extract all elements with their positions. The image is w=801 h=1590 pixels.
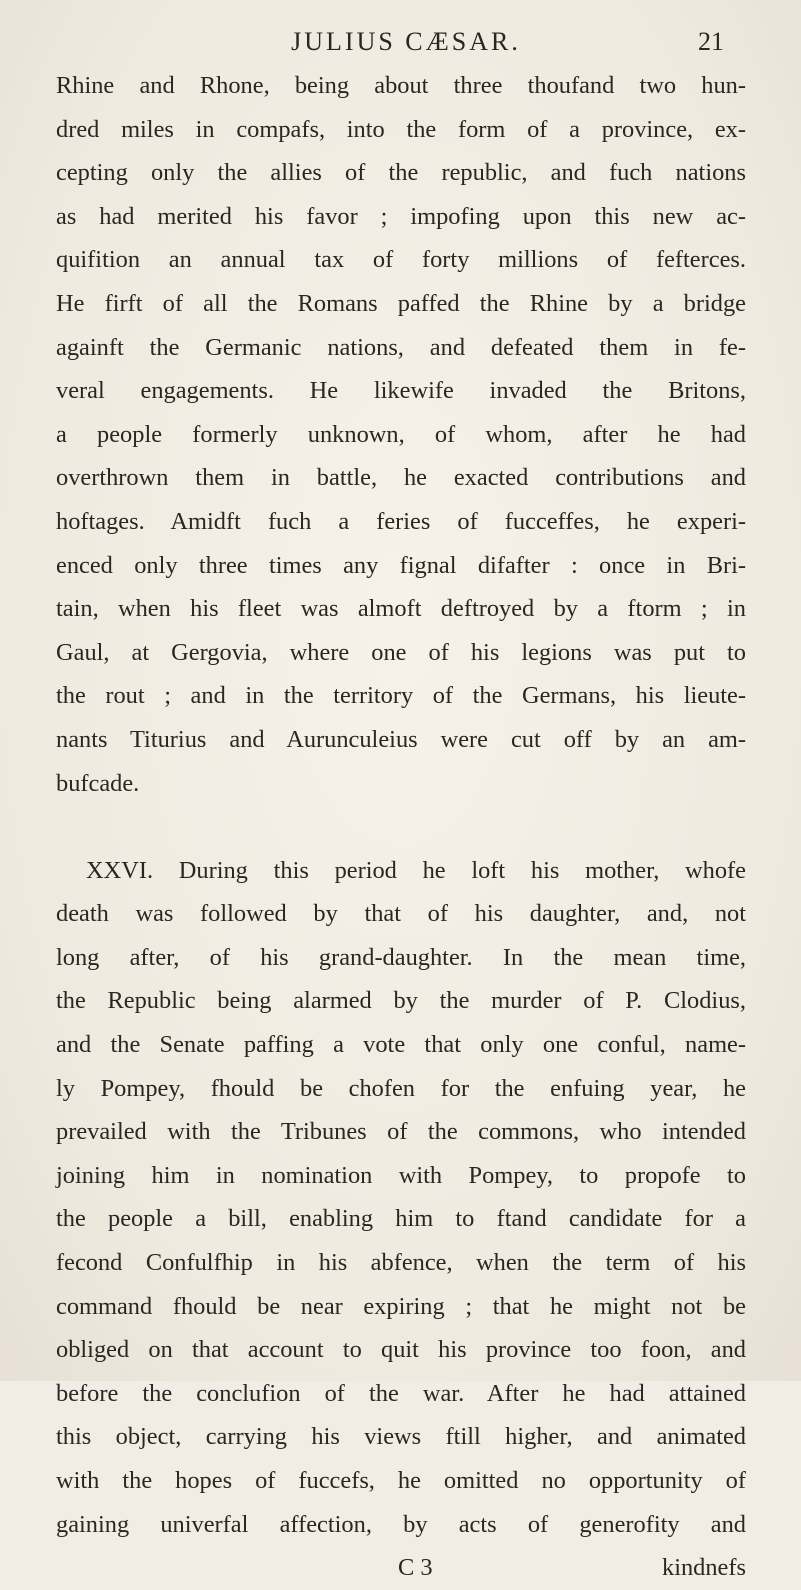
text-line: this object, carrying his views ftill higher, and animated [56, 1423, 746, 1451]
text-line: prevailed with the Tribunes of the commons, who intended [56, 1118, 746, 1146]
text-line: nants Titurius and Aurunculeius were cut off by an am- [56, 725, 746, 753]
page-number: 21 [698, 27, 724, 56]
text-line: He firft of all the Romans paffed the Rhine by a bridge [56, 289, 746, 317]
signature-mark: C 3 [398, 1554, 433, 1582]
paragraph-2 [56, 849, 746, 1547]
text-line: XXVI. During this period he loft his mother, whofe [86, 856, 746, 884]
text-line: the people a bill, enabling him to ftand candidate for a [56, 1205, 746, 1233]
text-line: a people formerly unknown, of whom, after he had [56, 420, 746, 448]
text-line: the Republic being alarmed by the murder of P. Clodius, [56, 987, 746, 1015]
text-line: with the hopes of fuccefs, he omitted no opportunity of [56, 1467, 746, 1494]
catchline [56, 1546, 746, 1590]
text-line: as had merited his favor ; impofing upon this new ac- [56, 202, 746, 230]
text-line: Rhine and Rhone, being about three thoufand two hun- [56, 72, 746, 99]
text-line: fecond Confulfhip in his abfence, when the term of his [56, 1249, 746, 1277]
body-text [56, 64, 746, 1590]
running-head [0, 22, 801, 62]
text-line: ly Pompey, fhould be chofen for the enfuing year, he [56, 1074, 746, 1102]
text-line: enced only three times any fignal difafter : once in Bri- [56, 551, 746, 579]
text-line: tain, when his fleet was almoft deftroyed by a ftorm ; in [56, 595, 746, 623]
text-line: long after, of his grand-daughter. In the mean time, [56, 943, 746, 971]
text-line: before the conclufion of the war. After he had attained [56, 1379, 746, 1407]
text-line: death was followed by that of his daughter, and, not [56, 900, 746, 928]
text-line: againft the Germanic nations, and defeated them in fe- [56, 333, 746, 361]
text-line: quifition an annual tax of forty millions of fefterces. [56, 246, 746, 274]
text-line: and the Senate paffing a vote that only one conful, name- [56, 1031, 746, 1059]
text-line: veral engagements. He likewife invaded the Britons, [56, 377, 746, 405]
text-line: cepting only the allies of the republic, and fuch nations [56, 159, 746, 187]
catchword: kindnefs [662, 1554, 746, 1582]
running-title: JULIUS CÆSAR. [291, 27, 521, 56]
text-line: the rout ; and in the territory of the Germans, his lieute- [56, 682, 746, 710]
paragraph-gap [56, 805, 746, 849]
text-line: bufcade. [56, 769, 140, 797]
text-line: gaining univerfal affection, by acts of generofity and [56, 1510, 746, 1538]
text-line: obliged on that account to quit his province too foon, and [56, 1336, 746, 1364]
text-line: Gaul, at Gergovia, where one of his legions was put to [56, 638, 746, 666]
paragraph-1 [56, 64, 746, 805]
text-line: overthrown them in battle, he exacted contributions and [56, 464, 746, 492]
text-line: dred miles in compafs, into the form of a province, ex- [56, 115, 746, 143]
text-line: hoftages. Amidft fuch a feries of fucceffes, he experi- [56, 507, 746, 535]
text-line: joining him in nomination with Pompey, to propofe to [56, 1161, 746, 1189]
text-line: command fhould be near expiring ; that he might not be [56, 1292, 746, 1320]
